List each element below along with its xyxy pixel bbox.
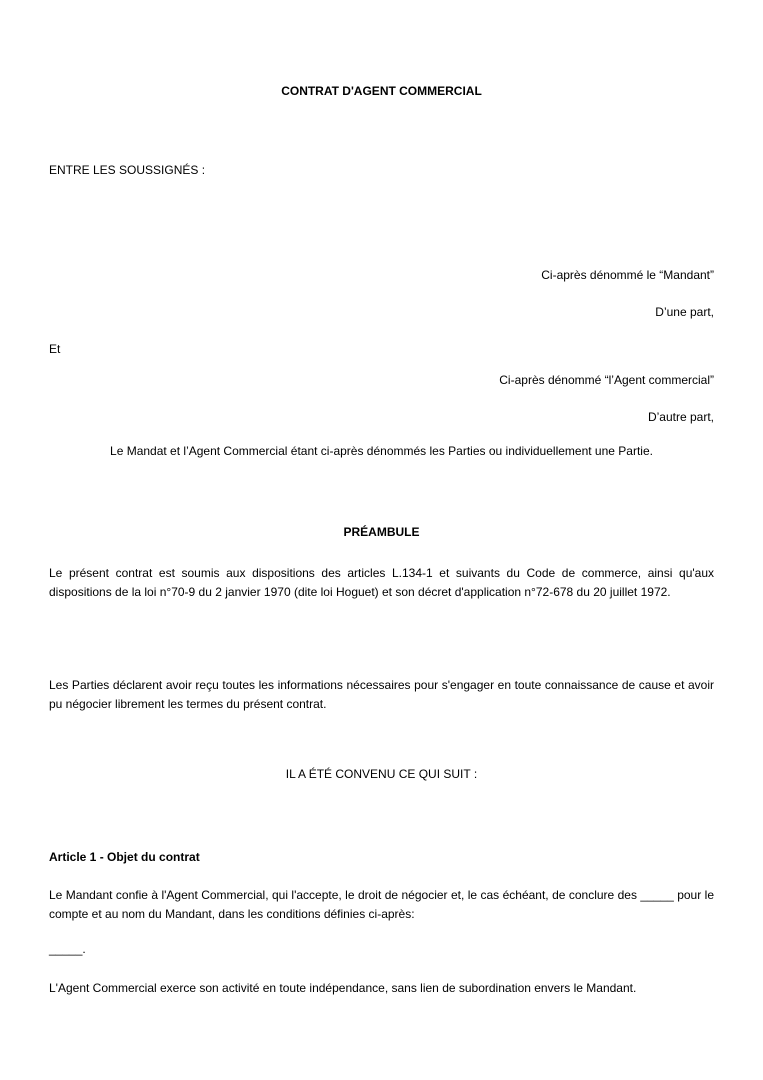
parties-definition: Le Mandat et l’Agent Commercial étant ci-après dénommés les Parties ou individuellement une Partie. bbox=[110, 444, 653, 458]
contract-title: CONTRAT D'AGENT COMMERCIAL bbox=[281, 84, 482, 98]
and-label: Et bbox=[49, 342, 61, 356]
first-party-label: D’une part, bbox=[655, 305, 714, 319]
agent-designation: Ci-après dénommé “l’Agent commercial” bbox=[499, 373, 714, 387]
article-1-heading: Article 1 - Objet du contrat bbox=[49, 850, 200, 864]
second-party-label: D’autre part, bbox=[647, 410, 714, 424]
between-signatories: ENTRE LES SOUSSIGNÉS : bbox=[49, 163, 206, 177]
mandant-designation: Ci-après dénommé le “Mandant” bbox=[541, 268, 714, 282]
agreement-statement: IL A ÉTÉ CONVENU CE QUI SUIT : bbox=[285, 767, 478, 781]
article-1-paragraph-2: L'Agent Commercial exerce son activité en toute indépendance, sans lien de subordination envers le Mandant. bbox=[49, 981, 637, 995]
preambule-heading: PRÉAMBULE bbox=[343, 525, 420, 539]
article-1-paragraph-1: Le Mandant confie à l'Agent Commercial, qui l'accepte, le droit de négocier et, le cas échéant, de conclure des _____ pour le compte et au nom du Mandant, dans les conditions définies ci-après: bbox=[49, 888, 714, 921]
preambule-paragraph-1: Le présent contrat est soumis aux dispositions des articles L.134-1 et suivants du Code de commerce, ainsi qu'aux dispositions de la loi n°70-9 du 2 janvier 1970 (dite loi Hoguet) et son décret d'application n°72-678 du 20 juillet 1972. bbox=[49, 566, 714, 599]
article-1-blank-line: _____. bbox=[49, 942, 86, 956]
preambule-paragraph-2: Les Parties déclarent avoir reçu toutes les informations nécessaires pour s'engager en toute connaissance de cause et avoir pu négocier librement les termes du présent contrat. bbox=[49, 678, 714, 711]
